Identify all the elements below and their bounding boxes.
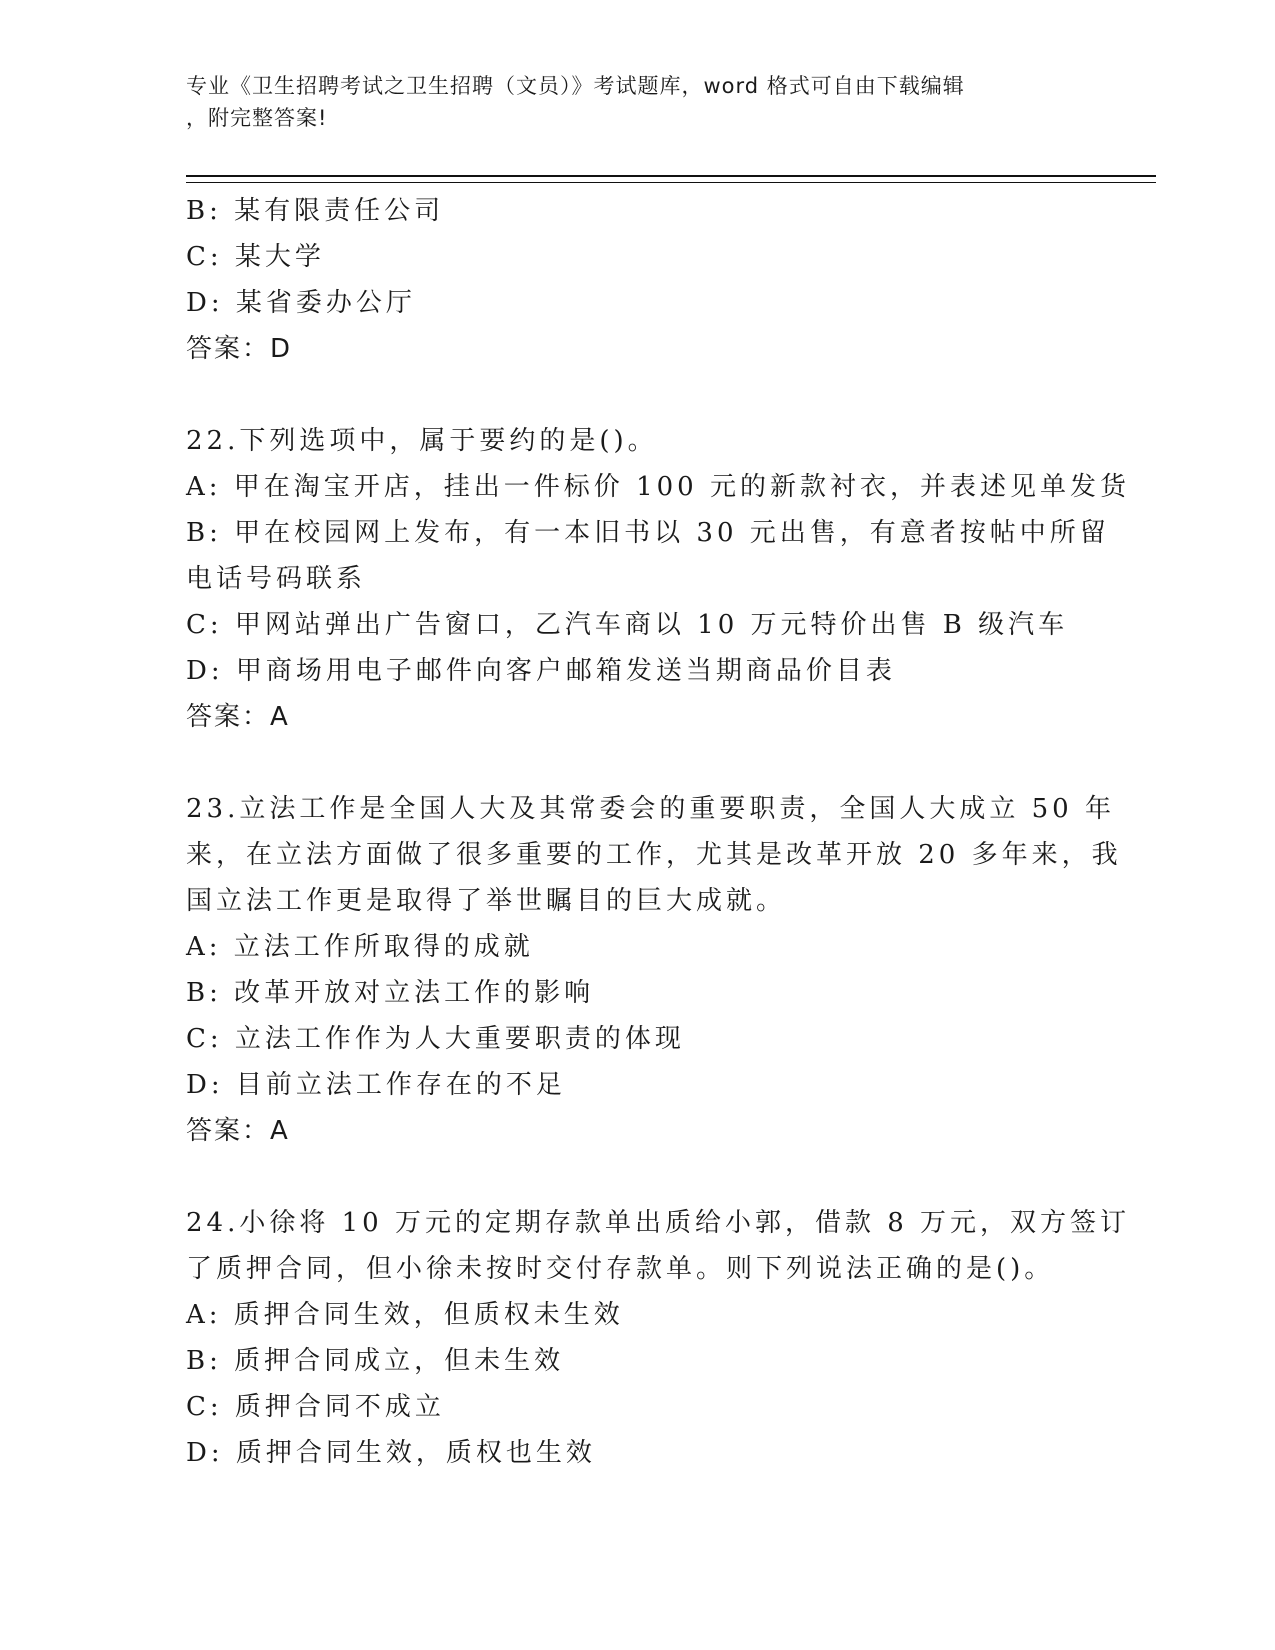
- q22-option-b-line-1: B: 甲在校园网上发布，有一本旧书以 30 元出售，有意者按帖中所留: [186, 518, 1110, 548]
- q24-option-b: B: 质押合同成立，但未生效: [186, 1346, 565, 1376]
- q23-stem-line-3: 国立法工作更是取得了举世瞩目的巨大成就。: [186, 886, 787, 916]
- document-header: [186, 70, 1076, 134]
- question-22: [186, 418, 1130, 740]
- question-23: [186, 786, 1122, 1154]
- header-divider: [186, 175, 1156, 183]
- q21-answer: 答案：D: [186, 334, 293, 364]
- q23-option-b: B: 改革开放对立法工作的影响: [186, 978, 595, 1008]
- header-line-2: ，附完整答案!: [186, 106, 328, 130]
- q24-option-c: C: 质押合同不成立: [186, 1392, 445, 1422]
- document-body: [186, 188, 1131, 1476]
- q22-option-a: A: 甲在淘宝开店，挂出一件标价 100 元的新款衬衣，并表述见单发货: [186, 472, 1130, 502]
- question-24: [186, 1200, 1131, 1476]
- q23-option-a: A: 立法工作所取得的成就: [186, 932, 534, 962]
- q22-option-d: D: 甲商场用电子邮件向客户邮箱发送当期商品价目表: [186, 656, 896, 686]
- q22-option-c: C: 甲网站弹出广告窗口，乙汽车商以 10 万元特价出售 B 级汽车: [186, 610, 1069, 640]
- q21-option-c: C: 某大学: [186, 242, 325, 272]
- q23-stem-line-2: 来，在立法方面做了很多重要的工作，尤其是改革开放 20 多年来，我: [186, 840, 1122, 870]
- q24-option-d: D: 质押合同生效，质权也生效: [186, 1438, 596, 1468]
- q24-stem-line-2: 了质押合同，但小徐未按时交付存款单。则下列说法正确的是()。: [186, 1254, 1055, 1284]
- q21-option-d: D: 某省委办公厅: [186, 288, 416, 318]
- q21-option-b: B: 某有限责任公司: [186, 196, 445, 226]
- q23-option-d: D: 目前立法工作存在的不足: [186, 1070, 566, 1100]
- q24-stem-line-1: 24.小徐将 10 万元的定期存款单出质给小郭，借款 8 万元，双方签订: [186, 1208, 1131, 1238]
- q23-answer: 答案：A: [186, 1116, 290, 1146]
- q24-option-a: A: 质押合同生效，但质权未生效: [186, 1300, 624, 1330]
- q23-option-c: C: 立法工作作为人大重要职责的体现: [186, 1024, 685, 1054]
- q23-stem-line-1: 23.立法工作是全国人大及其常委会的重要职责，全国人大成立 50 年: [186, 794, 1115, 824]
- q22-answer: 答案：A: [186, 702, 290, 732]
- q22-stem: 22.下列选项中，属于要约的是()。: [186, 426, 658, 456]
- question-21: [186, 188, 1086, 372]
- q22-option-b-line-2: 电话号码联系: [186, 564, 367, 594]
- header-line-1: 专业《卫生招聘考试之卫生招聘（文员）》考试题库，word 格式可自由下载编辑: [186, 74, 965, 98]
